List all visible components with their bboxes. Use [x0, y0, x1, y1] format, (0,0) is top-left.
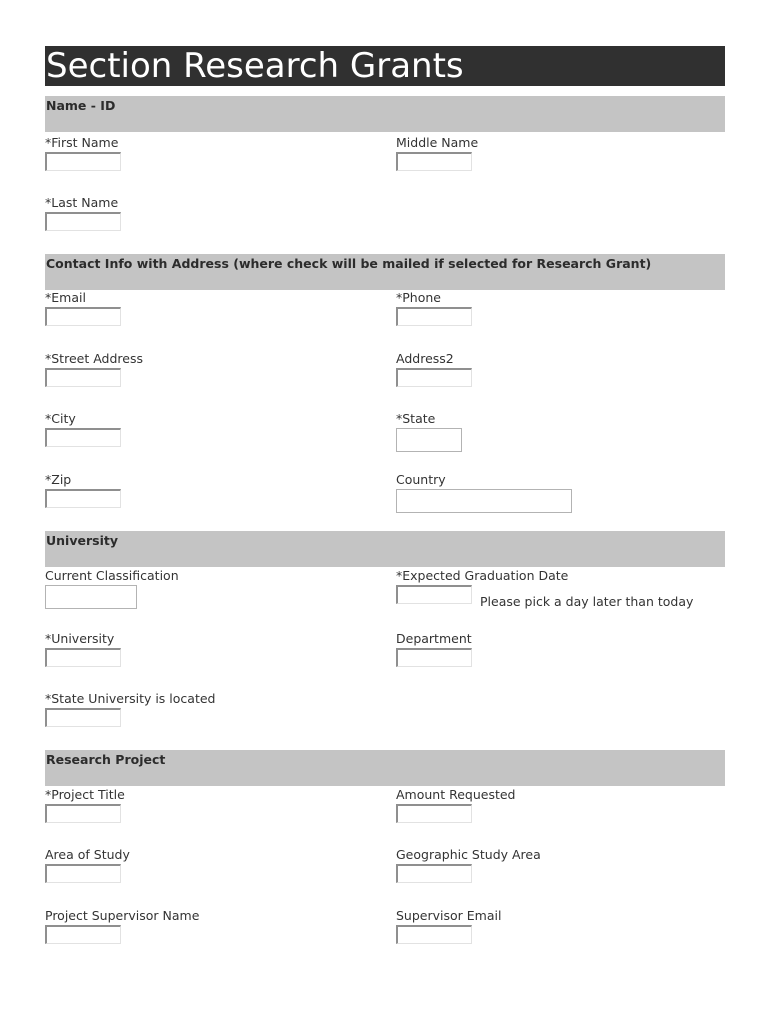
amount-requested-field	[396, 787, 516, 823]
address2-field	[396, 351, 472, 387]
first-name-field	[45, 135, 121, 171]
country-input[interactable]	[396, 489, 572, 513]
classification-field	[45, 568, 179, 609]
graduation-date-input[interactable]	[396, 585, 472, 604]
area-of-study-input[interactable]	[45, 864, 121, 883]
geographic-area-label: Geographic Study Area	[396, 847, 541, 862]
street-address-field	[45, 351, 143, 387]
university-state-field	[45, 691, 215, 727]
middle-name-input[interactable]	[396, 152, 472, 171]
country-label: Country	[396, 472, 446, 487]
middle-name-field	[396, 135, 478, 171]
last-name-label: *Last Name	[45, 195, 119, 210]
supervisor-email-field	[396, 908, 501, 944]
city-field	[45, 411, 121, 447]
middle-name-label: Middle Name	[396, 135, 479, 150]
university-field	[45, 631, 121, 667]
zip-input[interactable]	[45, 489, 121, 508]
department-input[interactable]	[396, 648, 472, 667]
first-name-input[interactable]	[45, 152, 121, 171]
first-name-label: *First Name	[45, 135, 119, 150]
address2-label: Address2	[396, 351, 454, 366]
supervisor-name-field	[45, 908, 199, 944]
city-label: *City	[45, 411, 76, 426]
project-title-field	[45, 787, 125, 823]
city-input[interactable]	[45, 428, 121, 447]
geographic-area-input[interactable]	[396, 864, 472, 883]
state-label: *State	[396, 411, 436, 426]
amount-requested-label: Amount Requested	[396, 787, 516, 802]
section-header-name-id: Name - ID	[45, 96, 725, 132]
area-of-study-field	[45, 847, 130, 883]
classification-select[interactable]	[45, 585, 137, 609]
section-header-contact: Contact Info with Address (where check will be mailed if selected for Research Grant)	[45, 254, 725, 290]
university-input[interactable]	[45, 648, 121, 667]
university-label: *University	[45, 631, 115, 646]
phone-field	[396, 290, 472, 326]
country-field	[396, 472, 572, 513]
supervisor-email-input[interactable]	[396, 925, 472, 944]
email-input[interactable]	[45, 307, 121, 326]
last-name-input[interactable]	[45, 212, 121, 231]
project-title-label: *Project Title	[45, 787, 125, 802]
state-field	[396, 411, 462, 452]
department-label: Department	[396, 631, 472, 646]
phone-label: *Phone	[396, 290, 441, 305]
state-input[interactable]	[396, 428, 462, 452]
street-address-label: *Street Address	[45, 351, 143, 366]
last-name-field	[45, 195, 121, 231]
supervisor-email-label: Supervisor Email	[396, 908, 502, 923]
area-of-study-label: Area of Study	[45, 847, 130, 862]
university-state-label: *State University is located	[45, 691, 216, 706]
zip-label: *Zip	[45, 472, 72, 487]
email-field	[45, 290, 121, 326]
supervisor-name-input[interactable]	[45, 925, 121, 944]
section-header-research: Research Project	[45, 750, 725, 786]
zip-field	[45, 472, 121, 508]
page-title: Section Research Grants	[45, 46, 725, 86]
classification-label: Current Classification	[45, 568, 179, 583]
email-label: *Email	[45, 290, 86, 305]
section-header-university: University	[45, 531, 725, 567]
graduation-date-label: *Expected Graduation Date	[396, 568, 569, 583]
supervisor-name-label: Project Supervisor Name	[45, 908, 200, 923]
address2-input[interactable]	[396, 368, 472, 387]
project-title-input[interactable]	[45, 804, 121, 823]
university-state-input[interactable]	[45, 708, 121, 727]
graduation-date-hint: Please pick a day later than today	[480, 594, 694, 609]
phone-input[interactable]	[396, 307, 472, 326]
geographic-area-field	[396, 847, 541, 883]
amount-requested-input[interactable]	[396, 804, 472, 823]
street-address-input[interactable]	[45, 368, 121, 387]
department-field	[396, 631, 472, 667]
